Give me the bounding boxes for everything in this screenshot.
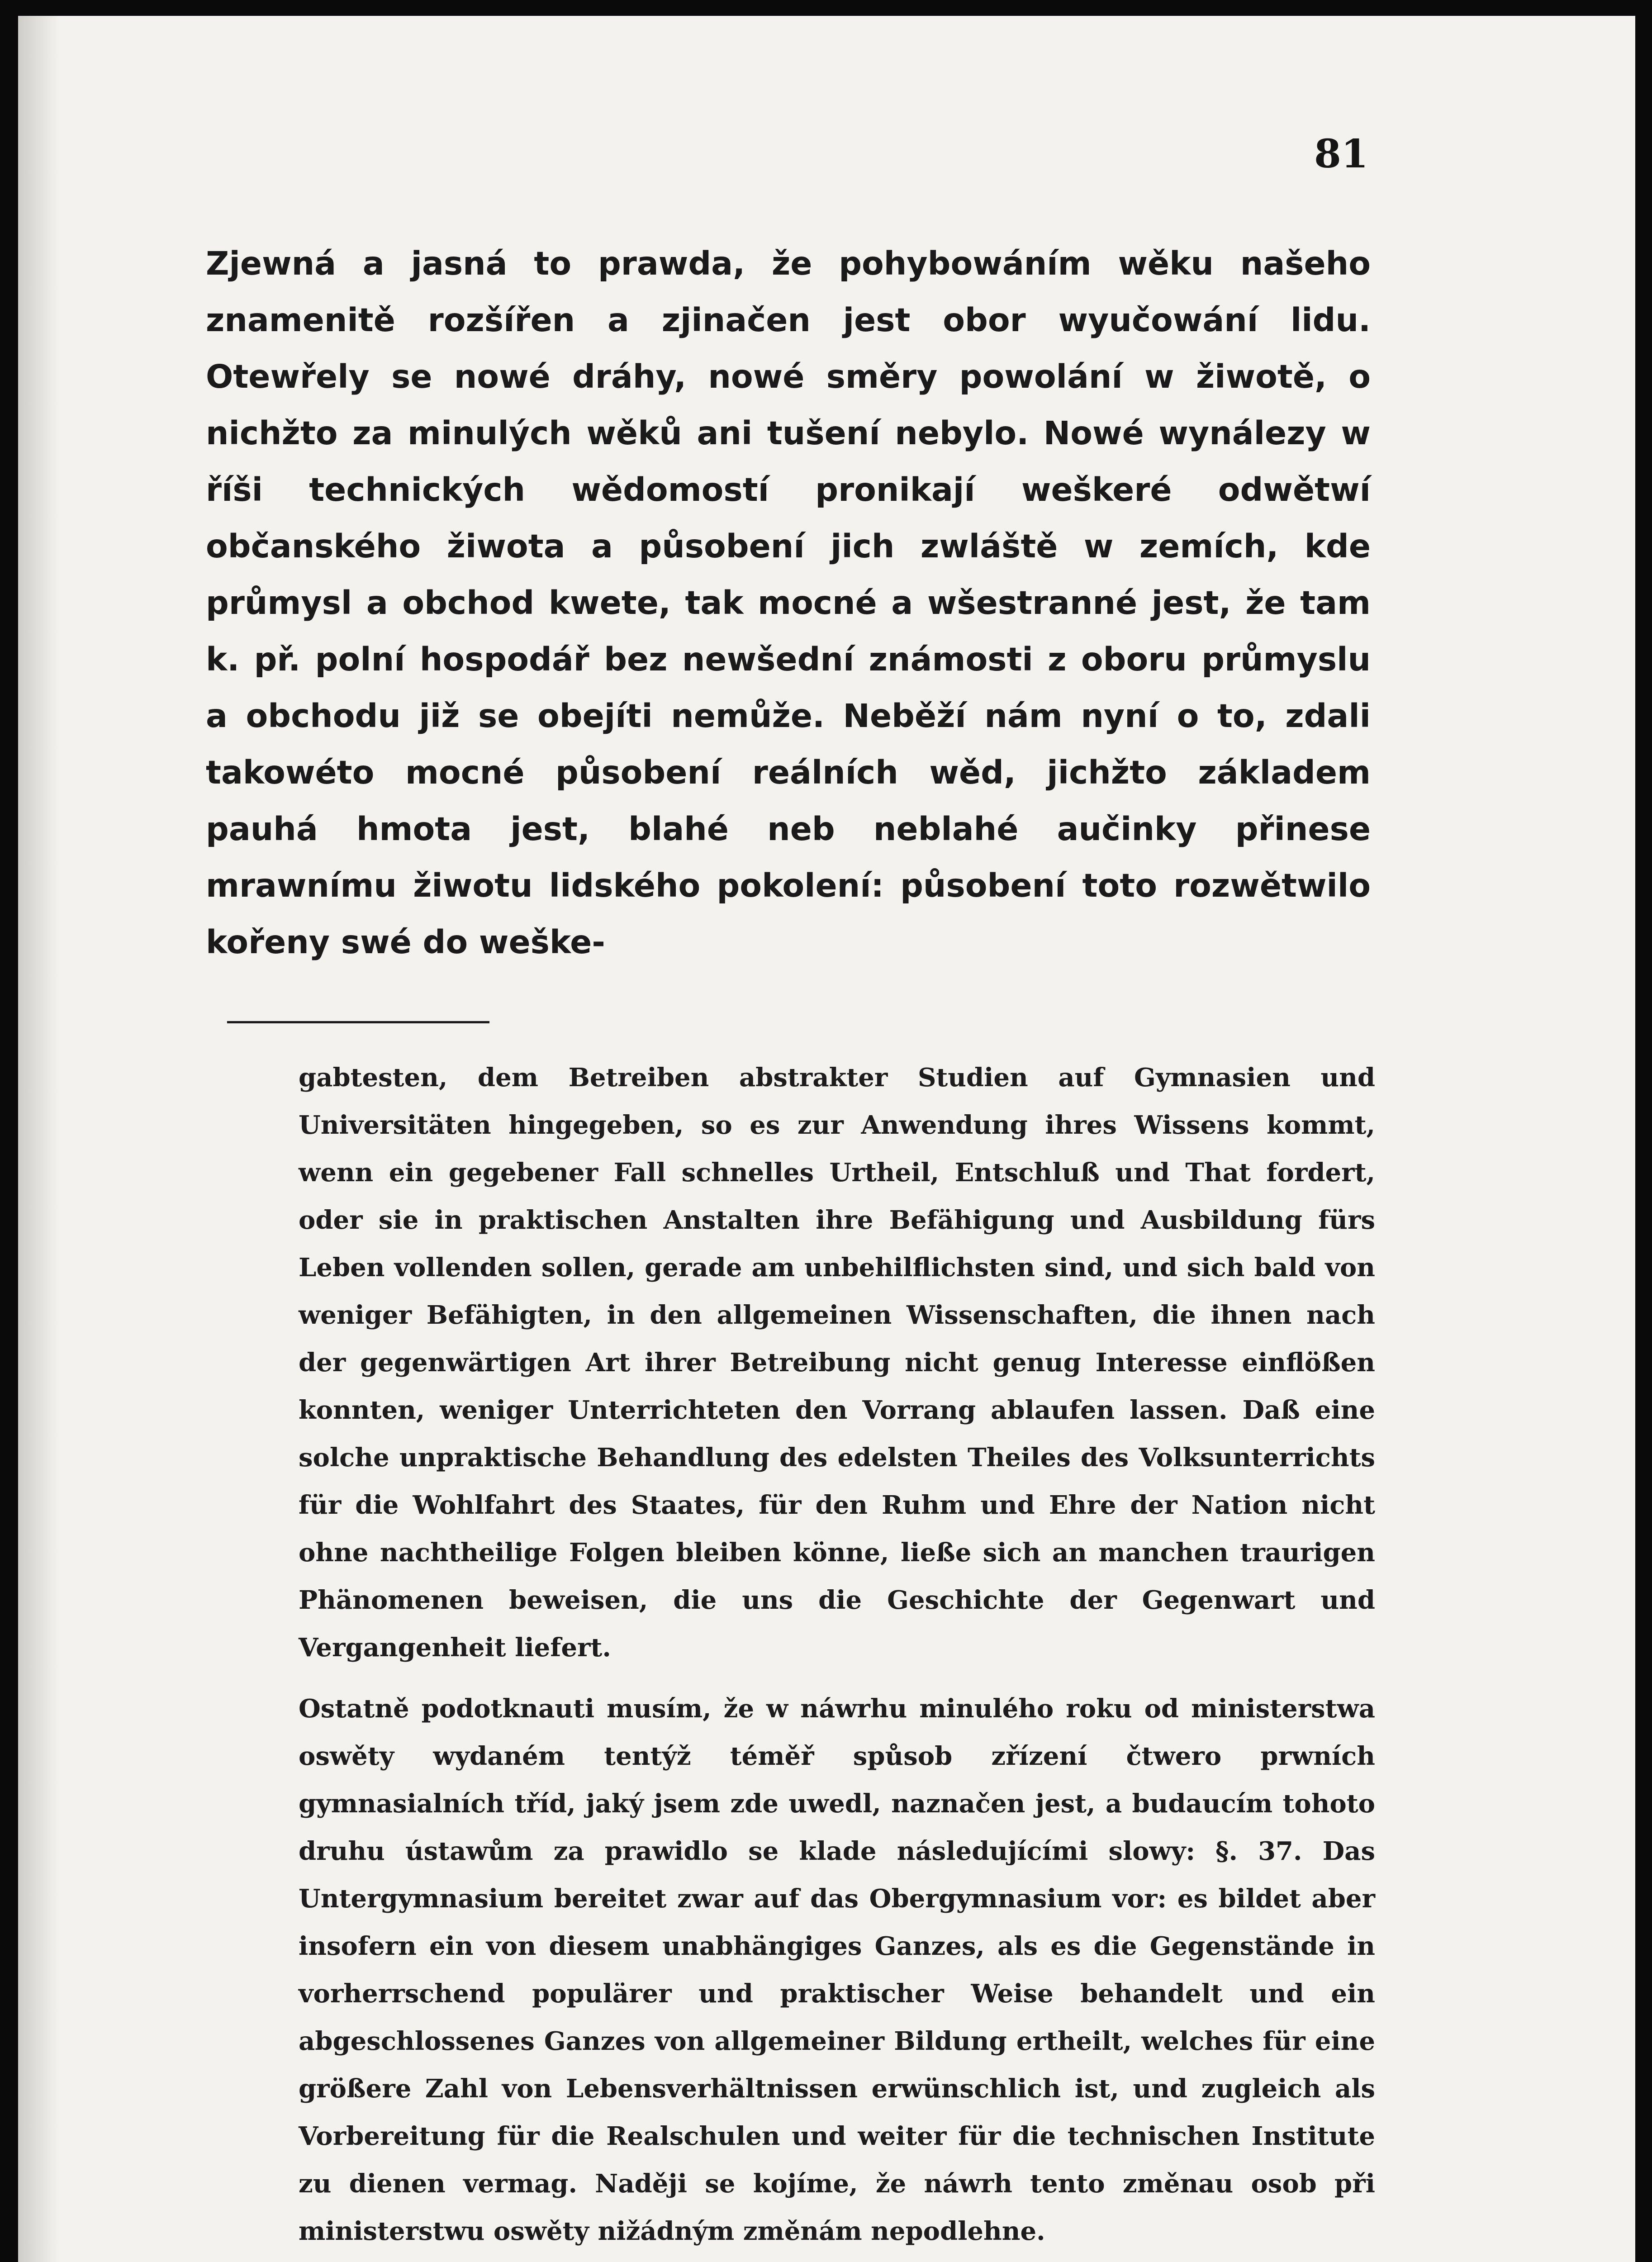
footnote-divider <box>227 1021 489 1023</box>
page-edge-shadow <box>18 16 59 2262</box>
book-page <box>18 16 1635 2262</box>
main-paragraph: Zjewná a jasná to prawda, že pohybowáním wěku našeho znamenitě rozšířen a zjinačen jest obor wyučowání lidu. Otewřely se nowé dráhy, nowé směry powolání w žiwotě, o nichžto za minulých wěků ani tušení nebylo. Nowé wynálezy w říši technických wědomostí pronikají weškeré odwětwí občanského žiwota a působení jich zwláště w zemích, kde průmysl a obchod kwete, tak mocné a wšestranné jest, že tam k. př. polní hospodář bez newšední známosti z oboru průmyslu a obchodu již se obejíti nemůže. Neběží nám nyní o to, zdali takowéto mocné působení reálních wěd, jichžto základem pauhá hmota jest, blahé neb neblahé aučinky přinese mrawnímu žiwotu lidského pokolení: působení toto rozwětwilo kořeny swé do weške- <box>206 245 1371 961</box>
footnote-german-text: gabtesten, dem Betreiben abstrakter Studien auf Gymnasien und Universitäten hingegeben, so es zur Anwendung ihres Wissens kommt, wenn ein gegebener Fall schnelles Urtheil, Entschluß und That fordert, oder sie in praktischen Anstalten ihre Befähigung und Ausbildung fürs Leben vollenden sollen, gerade am unbehilflichsten sind, und sich bald von weniger Befähigten, in den allgemeinen Wissenschaften, die ihnen nach der gegenwärtigen Art ihrer Betreibung nicht genug Interesse einflößen konnten, weniger Unterrichteten den Vorrang ablaufen lassen. Daß eine solche unpraktische Behandlung des edelsten Theiles des Volksunterrichts für die Wohlfahrt des Staates, für den Ruhm und Ehre der Nation nicht ohne nachtheilige Folgen bleiben könne, ließe sich an manchen traurigen Phänomenen beweisen, die uns die Geschichte der Gegenwart und Vergangenheit liefert. <box>299 1063 1375 1663</box>
page-number: 81 <box>1314 131 1368 177</box>
footnote-continuation: Ostatně podotknauti musím, že w náwrhu minulého roku od ministerstwa oswěty wydaném tentýž téměř spůsob zřízení čtwero prwních gymnasialních tříd, jaký jsem zde uwedl, naznačen jest, a budaucím tohoto druhu ústawům za prawidlo se klade následujícími slowy: §. 37. Das Untergymnasium bereitet zwar auf das Obergymnasium vor: es bildet aber insofern ein von diesem unabhängiges Ganzes, als es die Gegenstände in vorherrschend populärer und praktischer Weise behandelt und ein abgeschlossenes Ganzes von allgemeiner Bildung ertheilt, welches für eine größere Zahl von Lebensverhältnissen erwünschlich ist, und zugleich als Vorbereitung für die Realschulen und weiter für die technischen Institute zu dienen vermag. Naději se kojíme, že náwrh tento změnau osob při ministerstwu oswěty nižádným změnám nepodlehne. <box>299 1694 1375 2246</box>
